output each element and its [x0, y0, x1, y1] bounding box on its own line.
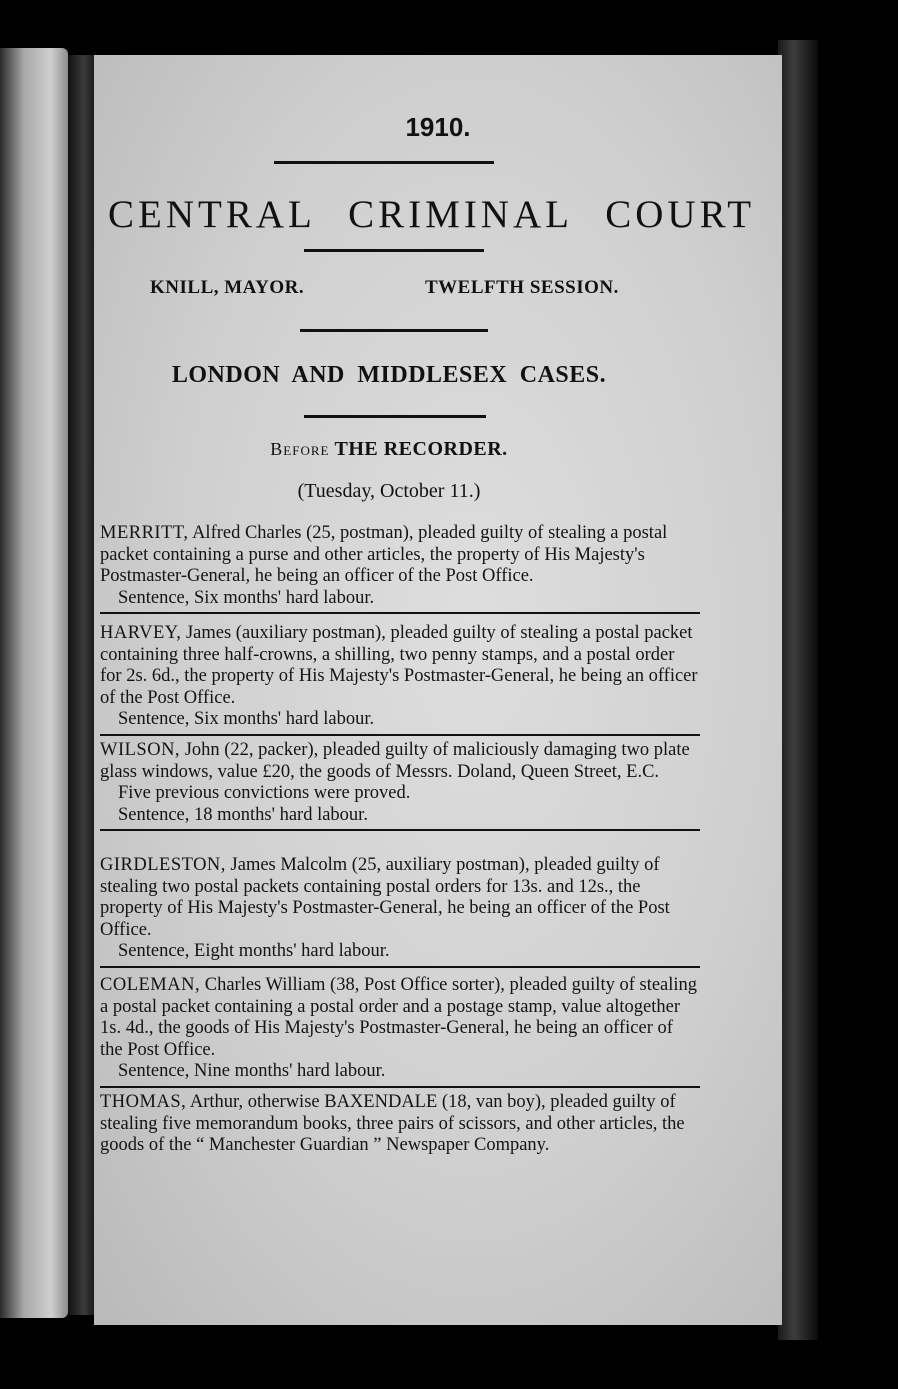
divider-rule [300, 329, 488, 332]
divider-rule [274, 161, 494, 164]
case-entry [100, 523, 700, 614]
case-divider [100, 612, 700, 614]
case-sentence: Sentence, Eight months' hard labour. [118, 941, 390, 961]
case-entry [100, 1092, 700, 1157]
before-prefix: Before [270, 439, 330, 459]
cases-heading: LONDON AND MIDDLESEX CASES. [171, 362, 607, 388]
case-text: James Malcolm (25, auxiliary postman), pleaded guilty of stealing two postal packets containing postal orders for 13s. and 12s., the property of His Majesty's Postmaster-General, he being an officer of the Post Office. [100, 855, 670, 940]
book-edge [778, 40, 818, 1340]
case-divider [100, 734, 700, 736]
case-divider [100, 966, 700, 968]
case-text: Alfred Charles (25, postman), pleaded guilty of stealing a postal packet containing a purse and other articles, the property of His Majesty's Postmaster-General, he being an officer of the Post Office. [100, 523, 668, 586]
case-text: John (22, packer), pleaded guilty of maliciously damaging two plate glass windows, value £20, the goods of Messrs. Doland, Queen Street, E.C. [100, 740, 690, 782]
court-title: CENTRAL CRIMINAL COURT [108, 193, 756, 236]
case-paragraph [100, 623, 700, 709]
case-name: GIRDLESTON, [100, 855, 226, 875]
case-note: Five previous convictions were proved. [118, 783, 411, 803]
session-date: (Tuesday, October 11.) [297, 480, 481, 502]
case-sentence: Sentence, Six months' hard labour. [118, 587, 375, 608]
before-name: THE RECORDER. [334, 438, 508, 460]
case-entry [100, 975, 700, 1088]
case-name: THOMAS, [100, 1092, 187, 1112]
before-line [94, 438, 684, 461]
case-paragraph [100, 855, 700, 941]
page-year: 1910. [405, 112, 471, 142]
case-divider [100, 829, 700, 831]
case-sentence: Sentence, Nine months' hard labour. [118, 1061, 386, 1081]
case-text: Charles William (38, Post Office sorter), pleaded guilty of stealing a postal packet containing a postal order and a postage stamp, value altogether 1s. 4d., the goods of His Majesty's Postmaster-General, he being an officer of the Post Office. [100, 975, 698, 1060]
case-entry [100, 855, 700, 968]
case-entry [100, 740, 700, 831]
case-name: COLEMAN, [100, 975, 201, 995]
case-entry [100, 623, 700, 736]
document-page [94, 55, 782, 1325]
case-sentence: Sentence, 18 months' hard labour. [118, 804, 368, 825]
session-label: TWELFTH SESSION. [425, 277, 619, 298]
case-text: Arthur, otherwise BAXENDALE (18, van boy), pleaded guilty of stealing five memorandum books, three pairs of scissors, and other articles, the goods of the “ Manchester Guardian ” Newspaper Company. [100, 1092, 685, 1155]
case-paragraph [100, 740, 700, 783]
facing-page-edge [0, 48, 68, 1318]
case-divider [100, 1086, 700, 1088]
mayor-label: KNILL, MAYOR. [150, 277, 305, 298]
case-paragraph [100, 975, 700, 1061]
case-text: James (auxiliary postman), pleaded guilty of stealing a postal packet containing three half-crowns, a shilling, two penny stamps, and a postal order for 2s. 6d., the property of His Majesty's Postmaster-General, he being an officer of the Post Office. [100, 623, 698, 708]
divider-rule [304, 415, 486, 418]
case-paragraph [100, 1092, 700, 1157]
case-paragraph [100, 523, 700, 588]
case-name: WILSON, [100, 740, 181, 760]
case-sentence: Sentence, Six months' hard labour. [118, 709, 375, 729]
case-name: MERRITT, [100, 523, 189, 543]
divider-rule [304, 249, 484, 252]
case-name: HARVEY, [100, 623, 182, 643]
book-gutter [68, 55, 94, 1315]
